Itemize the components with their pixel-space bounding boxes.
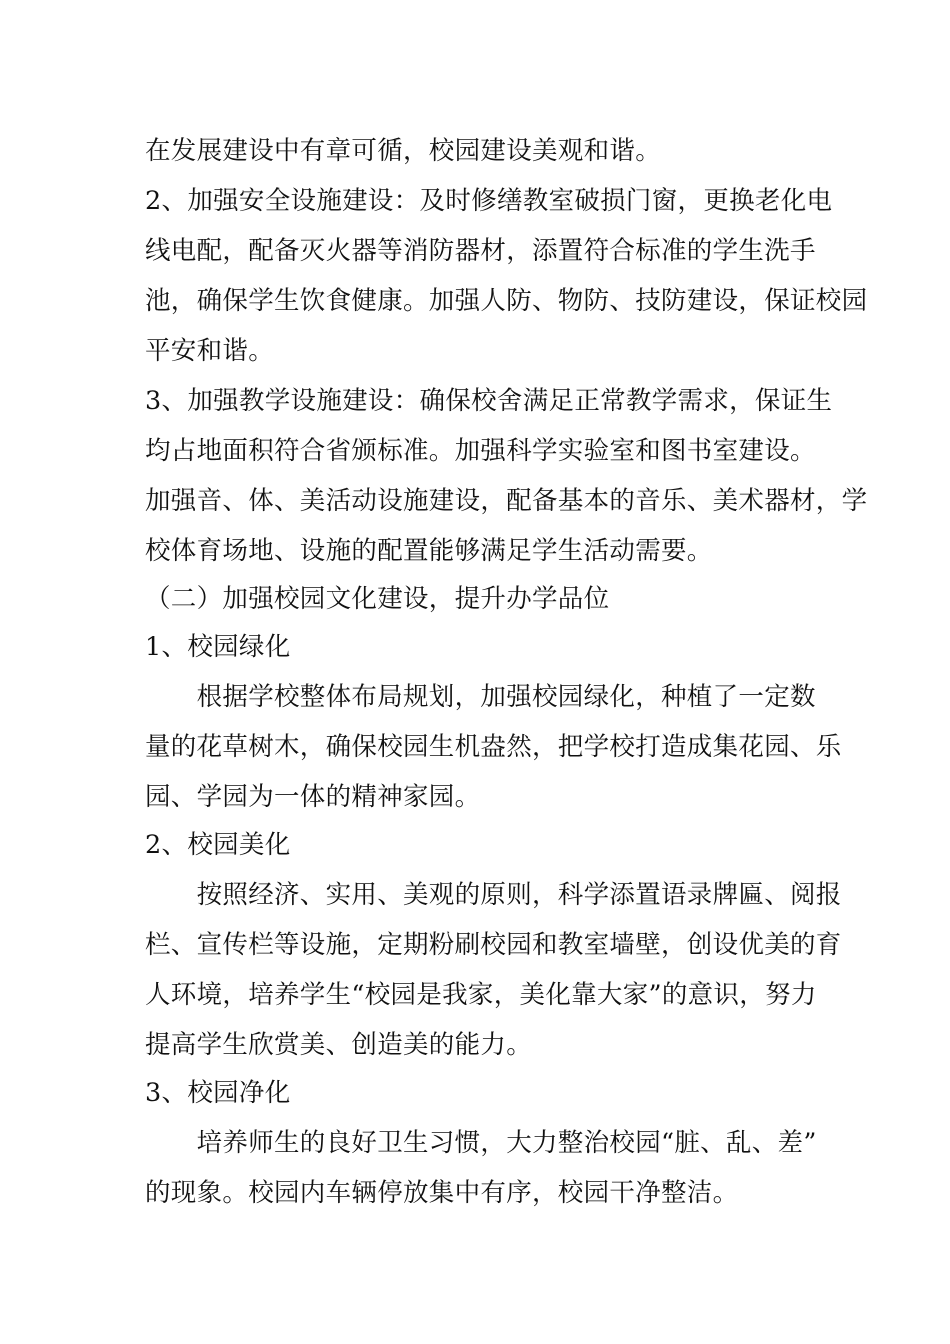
text-line: 3、加强教学设施建设：确保校舍满足正常教学需求，保证生 xyxy=(145,386,833,416)
text-line: 池，确保学生饮食健康。加强人防、物防、技防建设，保证校园 xyxy=(145,286,868,316)
subsection-heading: 1、校园绿化 xyxy=(145,632,291,662)
text-line: 培养师生的良好卫生习惯，大力整治校园“脏、乱、差” xyxy=(145,1128,817,1158)
section-heading: （二）加强校园文化建设，提升办学品位 xyxy=(145,584,610,614)
text-line: 加强音、体、美活动设施建设，配备基本的音乐、美术器材，学 xyxy=(145,486,868,516)
text-line: 均占地面积符合省颁标准。加强科学实验室和图书室建设。 xyxy=(145,436,816,466)
text-line: 提高学生欣赏美、创造美的能力。 xyxy=(145,1030,533,1060)
subsection-heading: 2、校园美化 xyxy=(145,830,291,860)
subsection-heading: 3、校园净化 xyxy=(145,1078,291,1108)
text-line: 根据学校整体布局规划，加强校园绿化，种植了一定数 xyxy=(145,682,816,712)
text-line: 校体育场地、设施的配置能够满足学生活动需要。 xyxy=(145,536,713,566)
text-line: 量的花草树木，确保校园生机盎然，把学校打造成集花园、乐 xyxy=(145,732,842,762)
text-line: 2、加强安全设施建设：及时修缮教室破损门窗，更换老化电 xyxy=(145,186,833,216)
text-line: 平安和谐。 xyxy=(145,336,275,366)
text-line: 线电配，配备灭火器等消防器材，添置符合标准的学生洗手 xyxy=(145,236,816,266)
text-line: 栏、宣传栏等设施，定期粉刷校园和教室墙壁，创设优美的育 xyxy=(145,930,842,960)
text-line: 在发展建设中有章可循，校园建设美观和谐。 xyxy=(145,136,662,166)
text-line: 按照经济、实用、美观的原则，科学添置语录牌匾、阅报 xyxy=(145,880,842,910)
text-line: 人环境，培养学生“校园是我家，美化靠大家”的意识，努力 xyxy=(145,980,817,1010)
text-line: 园、学园为一体的精神家园。 xyxy=(145,782,481,812)
text-line: 的现象。校园内车辆停放集中有序，校园干净整洁。 xyxy=(145,1178,739,1208)
